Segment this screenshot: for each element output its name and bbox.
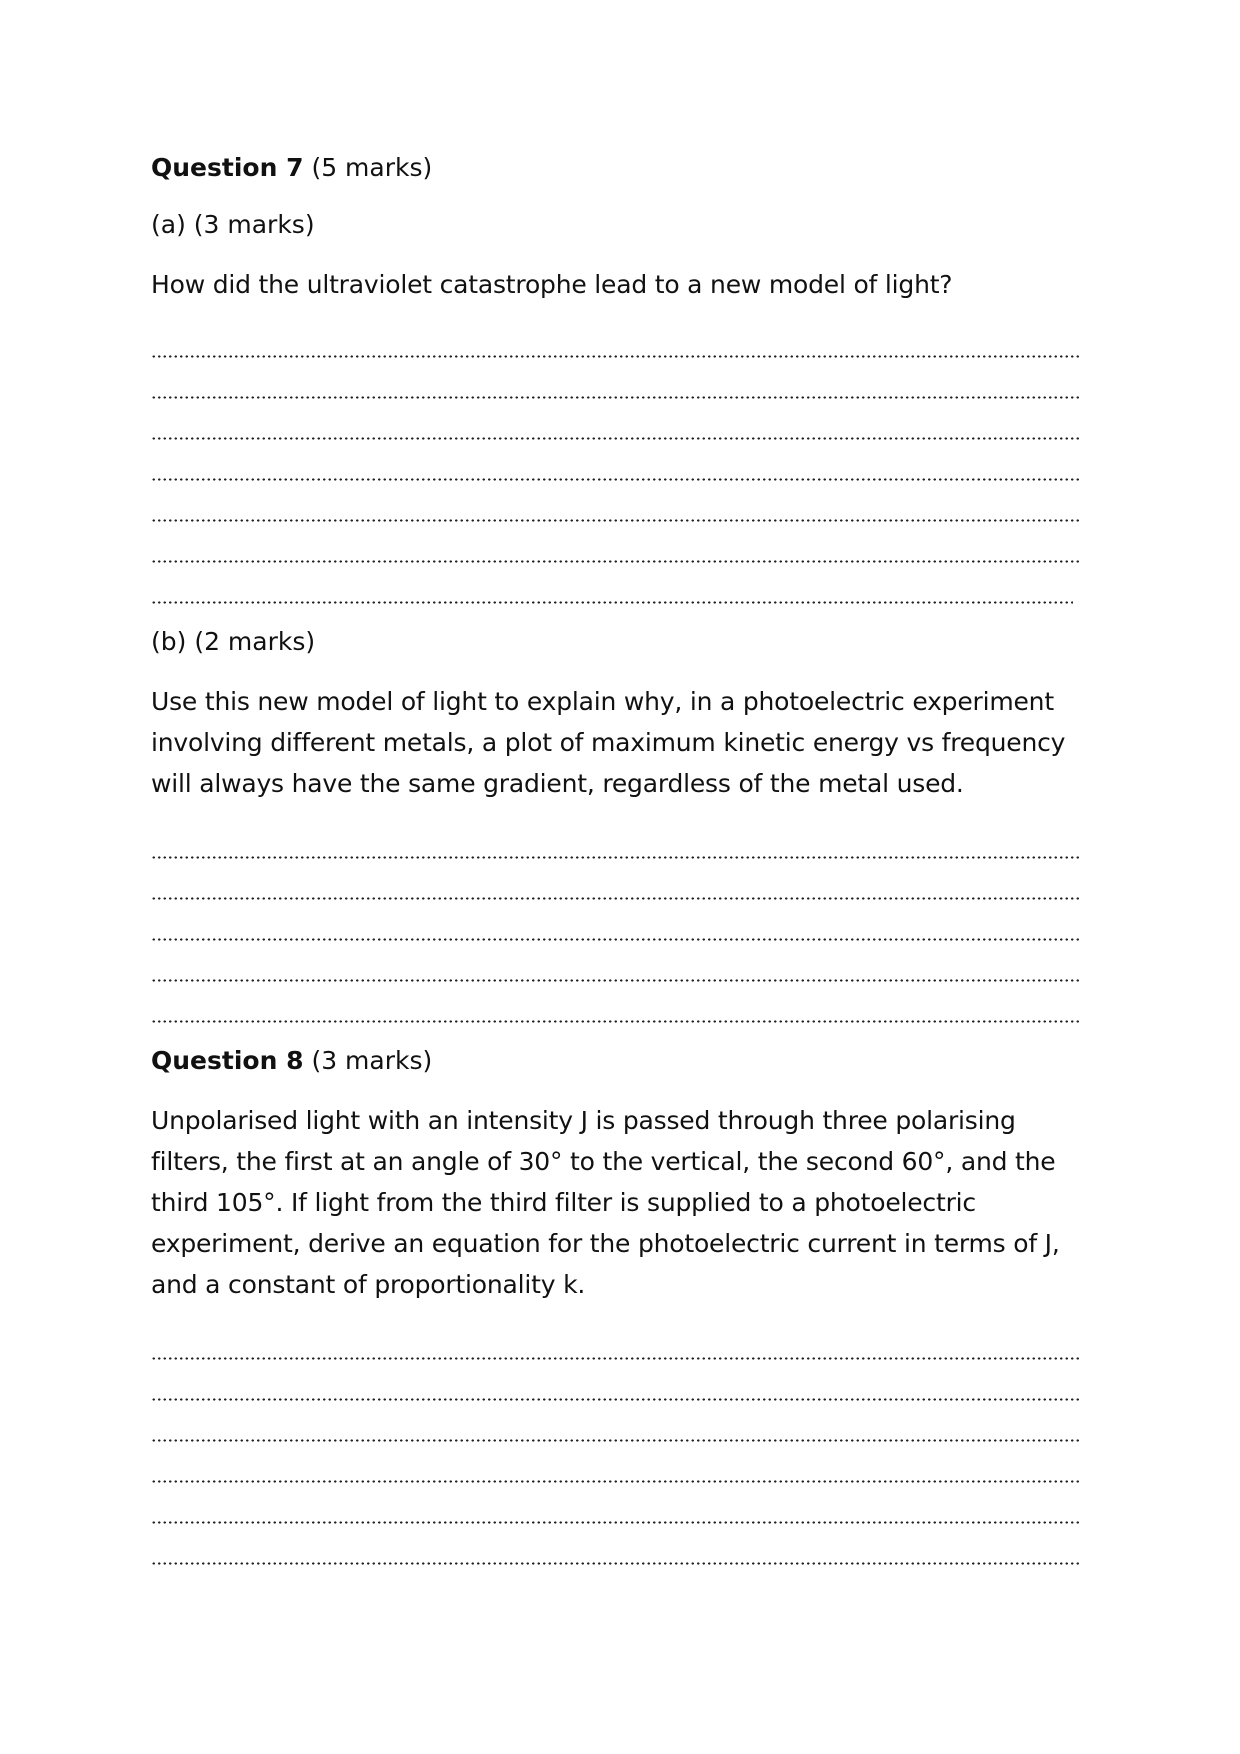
question-8-text: Unpolarised light with an intensity J is passed through three polarising filters, the first at an angle of 30° to the vertical, the second 60°, and the third 105°. If light from the third filter is supplied to a photoelectric experiment, derive an equation for the photoelectric current in terms of J, and a constant of proportionality k.	[151, 1106, 1060, 1299]
question-7-part-a-label: (a) (3 marks)	[151, 210, 315, 239]
answer-line[interactable]	[151, 908, 1081, 949]
answer-line[interactable]	[151, 407, 1081, 448]
answer-line[interactable]	[151, 1368, 1081, 1409]
answer-line[interactable]	[151, 1491, 1081, 1532]
question-7-part-a-text: How did the ultraviolet catastrophe lead to a new model of light?	[151, 270, 953, 299]
question-7-heading	[151, 150, 1081, 186]
answer-line[interactable]	[151, 571, 1081, 612]
answer-line[interactable]	[151, 1450, 1081, 1491]
question-7-part-b-label: (b) (2 marks)	[151, 627, 316, 656]
answer-line[interactable]	[151, 826, 1081, 867]
question-8-marks: (3 marks)	[311, 1046, 433, 1075]
question-7-part-b-answer-area[interactable]	[151, 826, 1081, 1031]
answer-line[interactable]	[151, 949, 1081, 990]
question-7-label: Question 7	[151, 153, 304, 182]
question-7-marks: (5 marks)	[311, 153, 433, 182]
question-7-part-b-text: Use this new model of light to explain why, in a photoelectric experiment involving different metals, a plot of maximum kinetic energy vs frequency will always have the same gradient, regardless of the metal used.	[151, 687, 1066, 798]
answer-line[interactable]	[151, 366, 1081, 407]
exam-page	[151, 150, 1081, 1585]
answer-line[interactable]	[151, 1327, 1081, 1368]
answer-line[interactable]	[151, 530, 1081, 571]
answer-line[interactable]	[151, 1409, 1081, 1450]
answer-line[interactable]	[151, 325, 1081, 366]
question-7-part-a-answer-area[interactable]	[151, 325, 1081, 612]
answer-line[interactable]	[151, 990, 1081, 1031]
answer-line[interactable]	[151, 448, 1081, 489]
answer-line[interactable]	[151, 867, 1081, 908]
question-8-heading	[151, 1043, 1081, 1079]
question-8-answer-area[interactable]	[151, 1327, 1081, 1573]
answer-line[interactable]	[151, 1532, 1081, 1573]
answer-line[interactable]	[151, 489, 1081, 530]
question-8-label: Question 8	[151, 1046, 304, 1075]
